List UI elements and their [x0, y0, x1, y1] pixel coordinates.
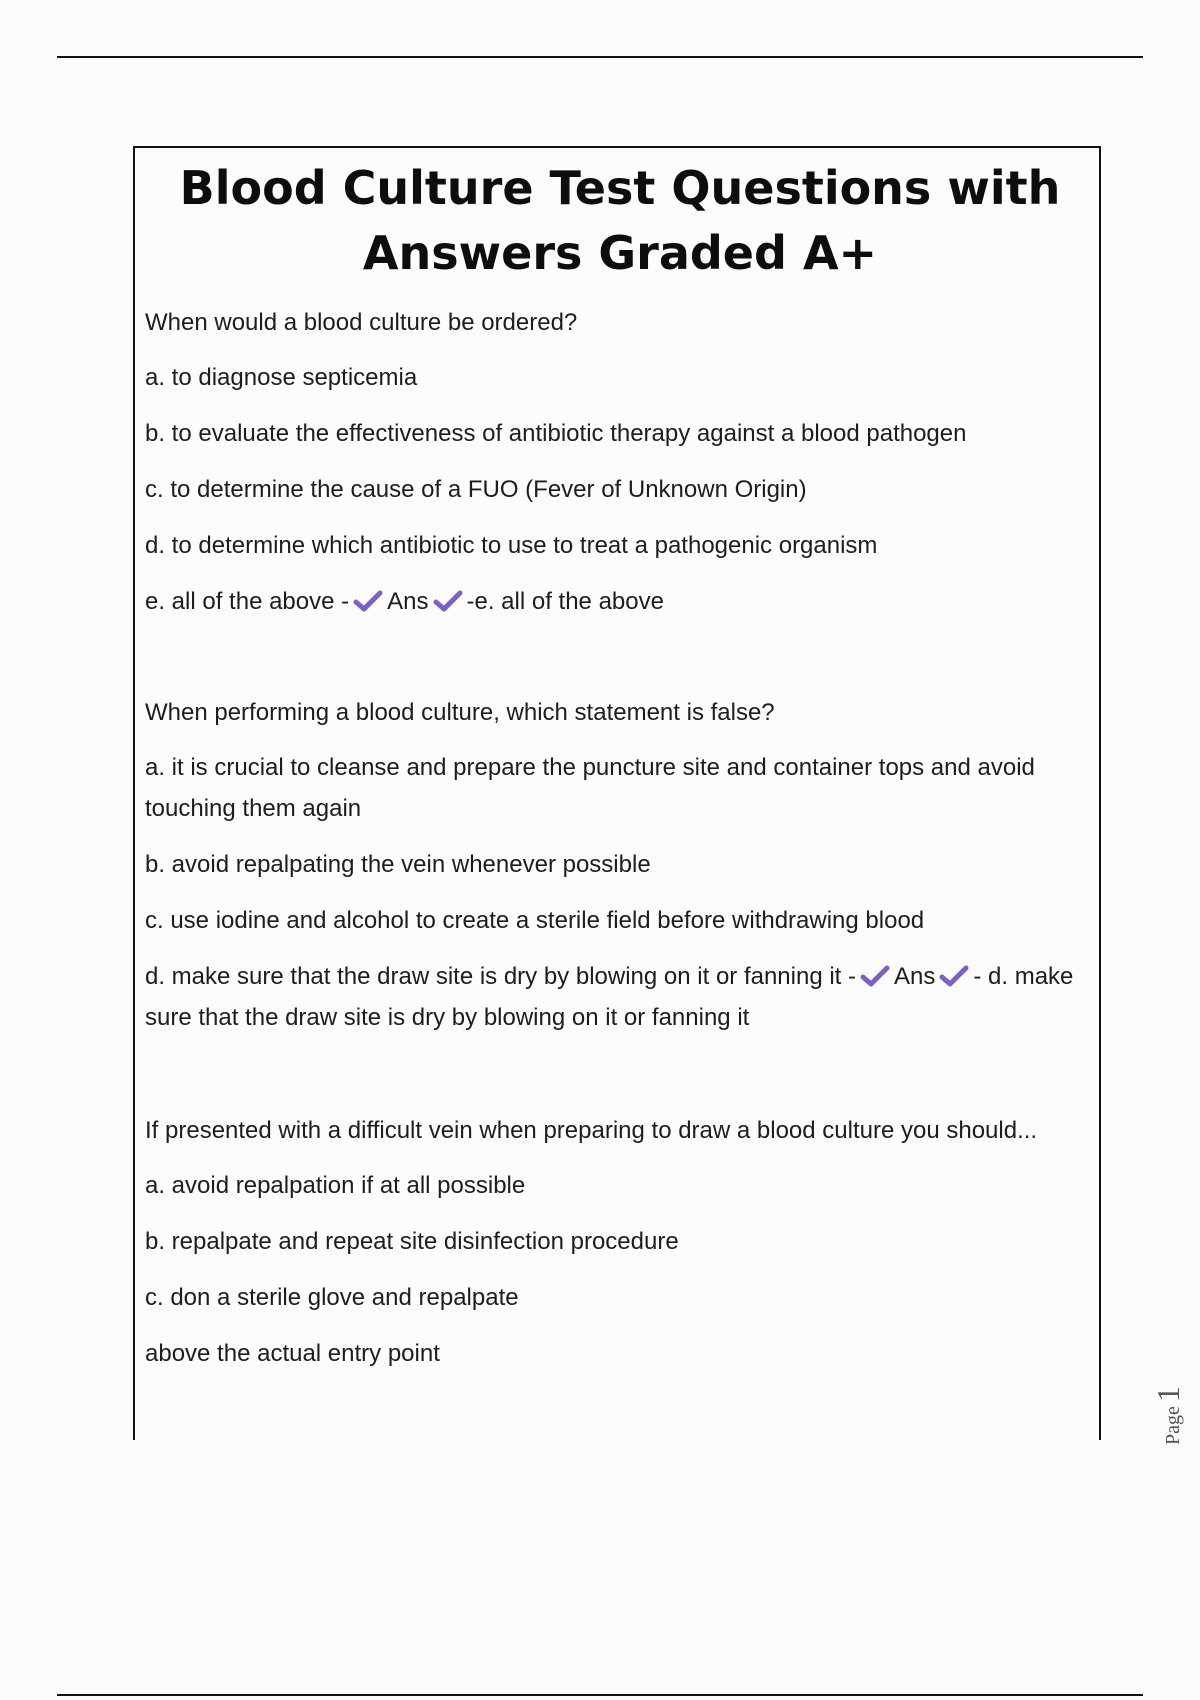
checkmark-icon	[860, 965, 890, 987]
answer-option: a. to diagnose septicemia	[145, 364, 418, 391]
answer-option: e. all of the above -	[145, 588, 350, 615]
answer-option: d. make sure that the draw site is dry by blowing on it or fanning it -	[145, 963, 857, 990]
checkmark-icon	[939, 965, 969, 987]
question-prompt: When performing a blood culture, which statement is false?	[145, 699, 775, 726]
page-label: Page	[1162, 1406, 1184, 1445]
header-rule	[57, 56, 1143, 58]
answer-line	[145, 581, 1095, 622]
checkmark-icon	[433, 590, 463, 612]
footer-rule	[57, 1694, 1143, 1696]
answer-line	[145, 956, 1095, 1038]
question-spacer	[145, 1053, 1095, 1110]
question-block	[145, 302, 1095, 622]
answer-option: c. to determine the cause of a FUO (Fever of Unknown Origin)	[145, 476, 807, 503]
checkmark-icon	[353, 590, 383, 612]
document-body	[145, 156, 1095, 1389]
page-number	[1150, 1386, 1187, 1445]
answer-option: b. avoid repalpating the vein whenever possible	[145, 851, 651, 878]
answer-option: b. repalpate and repeat site disinfection procedure	[145, 1228, 679, 1255]
document-title: Blood Culture Test Questions with Answers Graded A+	[179, 161, 1061, 280]
answer-option: a. it is crucial to cleanse and prepare the puncture site and container tops and avoid touching them again	[145, 754, 1035, 822]
answer-option: c. use iodine and alcohol to create a sterile field before withdrawing blood	[145, 907, 925, 934]
correct-answer: - d. make sure that the draw site is dry by blowing on it or fanning it	[145, 963, 1074, 1031]
ans-label: Ans	[387, 588, 429, 615]
correct-answer: -e. all of the above	[466, 588, 664, 615]
question-prompt: If presented with a difficult vein when preparing to draw a blood culture you should...	[145, 1117, 1038, 1144]
question-spacer	[145, 637, 1095, 692]
answer-option: c. don a sterile glove and repalpate	[145, 1284, 519, 1311]
question-block	[145, 1110, 1095, 1374]
question-block	[145, 692, 1095, 1038]
page-number-value: 1	[1150, 1386, 1186, 1403]
answer-option: b. to evaluate the effectiveness of antibiotic therapy against a blood pathogen	[145, 420, 967, 447]
answer-option: above the actual entry point	[145, 1340, 440, 1367]
ans-label: Ans	[894, 963, 936, 990]
answer-option: a. avoid repalpation if at all possible	[145, 1172, 526, 1199]
question-prompt: When would a blood culture be ordered?	[145, 309, 578, 336]
answer-option: d. to determine which antibiotic to use to treat a pathogenic organism	[145, 532, 878, 559]
